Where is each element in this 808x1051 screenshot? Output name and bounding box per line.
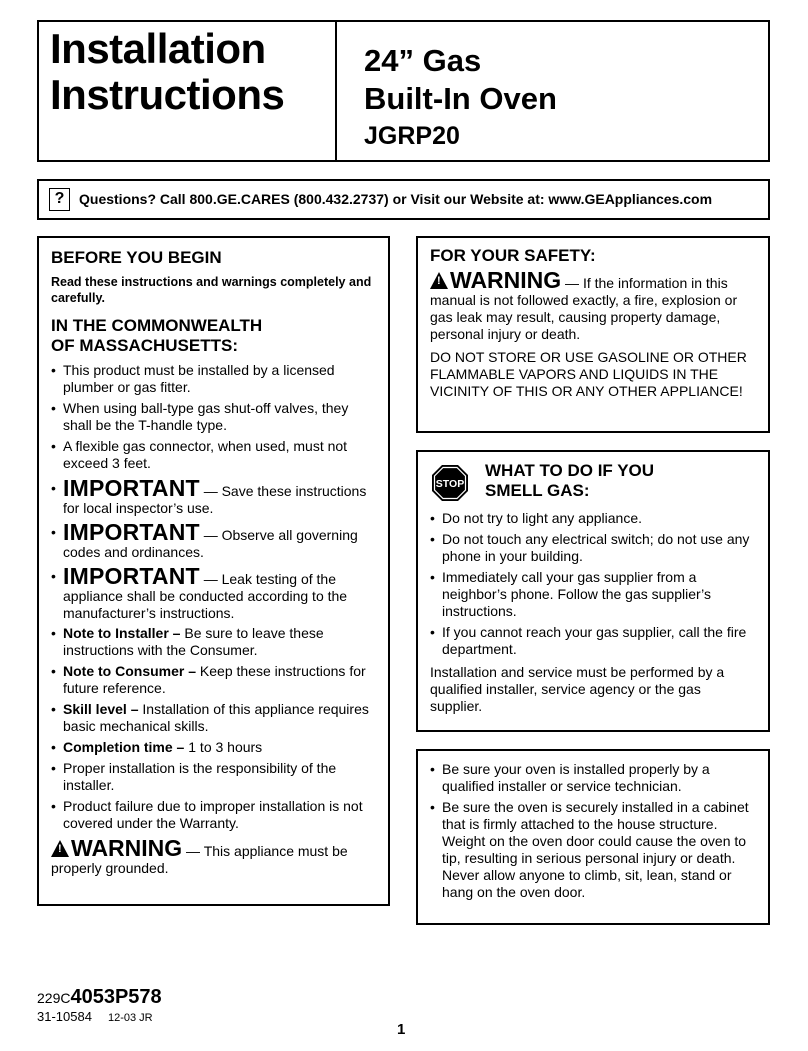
part-number xyxy=(37,986,162,1009)
document-title xyxy=(50,26,335,118)
smell-gas-panel xyxy=(416,450,770,732)
note-text: Be sure to leave these instructions with the Consumer. xyxy=(63,625,324,658)
list-item: • Do not touch any electrical switch; do not use any phone in your building. xyxy=(430,531,756,565)
note-text: Installation of this appliance requires basic mechanical skills. xyxy=(63,701,369,734)
note-item xyxy=(51,625,376,659)
part-number-main: 4053P578 xyxy=(70,986,162,1008)
title-block xyxy=(37,20,770,162)
page-number: 1 xyxy=(397,1021,406,1038)
important-label: IMPORTANT xyxy=(63,519,200,545)
safety-heading: FOR YOUR SAFETY: xyxy=(430,246,596,265)
note-label: Completion time – xyxy=(63,739,185,755)
list-item: • Product failure due to improper installation is not covered under the Warranty. xyxy=(51,798,376,832)
note-item xyxy=(51,663,376,697)
list-item: • Be sure the oven is securely installed in a cabinet that is firmly attached to the house structure. Weight on the oven door could cause the oven to tip, resulting in serious personal injury or death. Never allow anyone to climb, sit, lean, stand or hang on the oven door. xyxy=(430,799,756,901)
mass-heading-line-2: OF MASSACHUSETTS: xyxy=(51,336,238,355)
mass-heading-line-1: IN THE COMMONWEALTH xyxy=(51,316,263,335)
part-prefix: 229C xyxy=(37,990,71,1006)
code-number: 31-10584 xyxy=(37,1009,92,1024)
oven-safety-panel xyxy=(416,749,770,925)
note-label: Skill level – xyxy=(63,701,139,717)
smell-gas-heading xyxy=(485,461,654,501)
important-label: IMPORTANT xyxy=(63,475,200,501)
important-item xyxy=(51,476,376,517)
massachusetts-heading xyxy=(51,316,376,356)
product-line-2: Built-In Oven xyxy=(364,81,557,116)
gas-heading-line-2: SMELL GAS: xyxy=(485,481,590,500)
list-item: • This product must be installed by a licensed plumber or gas fitter. xyxy=(51,362,376,396)
warning-label: WARNING xyxy=(450,267,562,293)
service-note: Installation and service must be performed by a qualified installer, service agency or the gas supplier. xyxy=(430,664,725,714)
list-item: • Immediately call your gas supplier from a neighbor’s phone. Follow the gas supplier’s instructions. xyxy=(430,569,756,620)
warning-triangle-icon xyxy=(51,840,69,857)
product-line-1: 24” Gas xyxy=(364,43,482,78)
revision-date: 12-03 JR xyxy=(107,1012,153,1024)
list-item: • If you cannot reach your gas supplier, call the fire department. xyxy=(430,624,756,658)
safety-warning xyxy=(430,268,756,343)
note-label: Note to Installer – xyxy=(63,625,181,641)
before-list xyxy=(51,362,376,832)
important-label: IMPORTANT xyxy=(63,563,200,589)
grounding-warning xyxy=(51,836,376,877)
question-box-icon: ? xyxy=(49,188,70,211)
important-text: — Leak testing of the appliance shall be conducted according to the manufacturer’s instructions. xyxy=(63,571,348,621)
list-item: • Do not try to light any appliance. xyxy=(430,510,756,527)
title-line-1: Installation xyxy=(50,25,266,72)
oven-list xyxy=(430,761,756,901)
questions-text: Questions? Call 800.GE.CARES (800.432.2737) or Visit our Website at: www.GEAppliances.com xyxy=(79,191,713,207)
warning-text: — This appliance must be properly grounded. xyxy=(51,843,348,876)
warning-triangle-icon xyxy=(430,272,448,289)
list-item: • Proper installation is the responsibility of the installer. xyxy=(51,760,376,794)
important-item xyxy=(51,564,376,622)
important-item xyxy=(51,520,376,561)
safety-panel xyxy=(416,236,770,433)
gas-heading-line-1: WHAT TO DO IF YOU xyxy=(485,461,655,480)
note-text: 1 to 3 hours xyxy=(184,739,263,755)
note-label: Note to Consumer – xyxy=(63,663,197,679)
flammable-caution: DO NOT STORE OR USE GASOLINE OR OTHER FLAMMABLE VAPORS AND LIQUIDS IN THE VICINITY OF THIS OR ANY OTHER APPLIANCE! xyxy=(430,349,747,399)
note-item xyxy=(51,701,376,735)
list-item: • When using ball-type gas shut-off valves, they shall be the T-handle type. xyxy=(51,400,376,434)
stop-label: STOP xyxy=(435,478,465,490)
model-number: JGRP20 xyxy=(364,122,460,150)
title-line-2: Instructions xyxy=(50,71,285,118)
questions-bar xyxy=(37,179,770,220)
list-item: • A flexible gas connector, when used, must not exceed 3 feet. xyxy=(51,438,376,472)
list-item: • Be sure your oven is installed properly by a qualified installer or service technician. xyxy=(430,761,756,795)
before-you-begin-panel xyxy=(37,236,390,906)
important-text: — Save these instructions for local inspector’s use. xyxy=(63,483,367,516)
product-name xyxy=(364,42,764,118)
note-item xyxy=(51,739,376,756)
important-text: — Observe all governing codes and ordinances. xyxy=(63,527,358,560)
gas-list xyxy=(430,510,756,658)
before-subheading: Read these instructions and warnings completely and carefully. xyxy=(51,275,372,305)
document-code xyxy=(37,1009,153,1024)
header-divider xyxy=(335,22,337,160)
warning-text: — If the information in this manual is not followed exactly, a fire, explosion or gas leak may result, causing property damage, personal injury or death. xyxy=(430,275,738,342)
stop-sign-icon xyxy=(431,464,469,502)
warning-label: WARNING xyxy=(71,835,183,861)
before-heading: BEFORE YOU BEGIN xyxy=(51,248,222,267)
note-text: Keep these instructions for future reference. xyxy=(63,663,366,696)
